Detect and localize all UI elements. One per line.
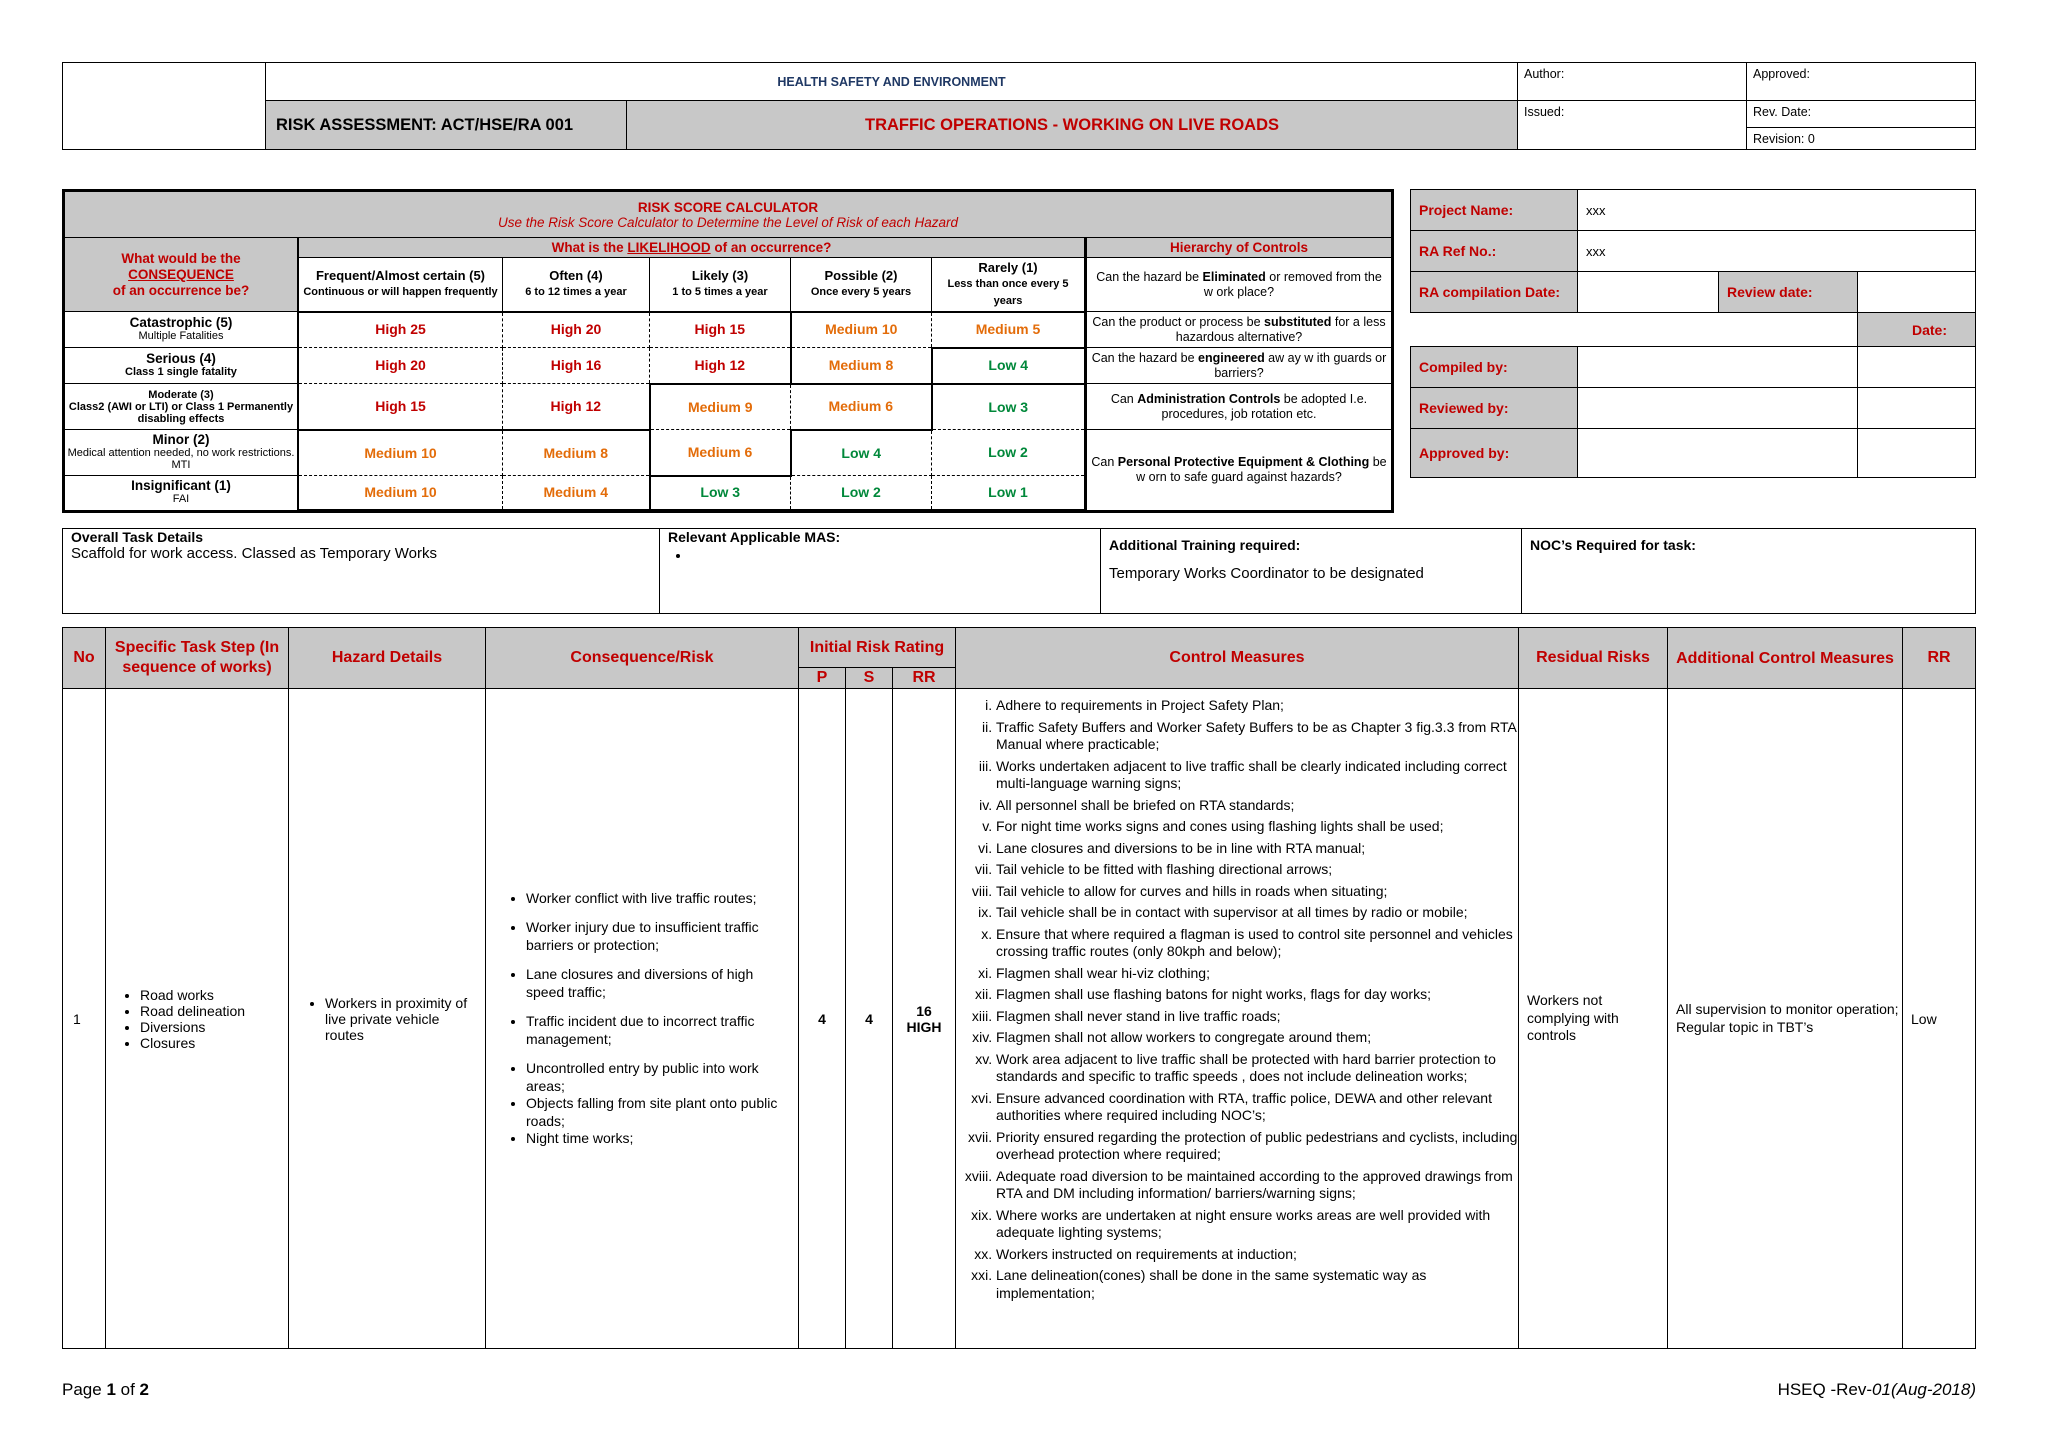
control-measure-item: iv. All personnel shall be briefed on RTA standards; bbox=[996, 797, 1518, 815]
page-of: of bbox=[115, 1380, 140, 1399]
hoc-ppe bbox=[1086, 430, 1392, 510]
risk-cell: High 12 bbox=[503, 384, 650, 430]
project-info-table bbox=[1410, 189, 1976, 478]
risk-cell: High 12 bbox=[650, 348, 791, 384]
task-step-item: • Road works bbox=[140, 987, 288, 1003]
risk-cell: Medium 6 bbox=[650, 430, 791, 476]
revision-prefix: HSEQ -Rev- bbox=[1777, 1380, 1873, 1399]
control-measure-item: xxi. Lane delineation(cones) shall be done in the same systematic way as implementation; bbox=[996, 1267, 1518, 1302]
overall-task-label: Overall Task Details bbox=[71, 529, 204, 545]
likelihood-label: Possible (2) bbox=[824, 268, 898, 284]
document-header bbox=[62, 62, 1976, 150]
risk-score-calculator bbox=[62, 189, 1394, 513]
hoc-text: or removed from the w ork place? bbox=[1203, 269, 1382, 299]
date-label: Date: bbox=[1858, 313, 1976, 347]
hoc-text: aw ay w ith guards or barriers? bbox=[1214, 350, 1387, 380]
revision-footer bbox=[1778, 1380, 1976, 1400]
col-hazard: Hazard Details bbox=[289, 628, 486, 689]
risk-cell: Medium 8 bbox=[791, 348, 932, 384]
severity-value: 4 bbox=[846, 689, 893, 1349]
training-label: Additional Training required: bbox=[1109, 537, 1301, 553]
logo-area bbox=[63, 63, 266, 150]
risk-cell: Medium 9 bbox=[650, 384, 791, 430]
consequence-q-line1: What would be the bbox=[121, 250, 241, 266]
residual-rr: Low bbox=[1903, 689, 1976, 1349]
consequence-row-header bbox=[65, 476, 299, 510]
risk-cell: High 15 bbox=[650, 312, 791, 348]
risk-cell: Medium 10 bbox=[791, 312, 932, 348]
likelihood-desc: Once every 5 years bbox=[810, 286, 912, 299]
mas-bullet bbox=[676, 547, 1092, 563]
risk-cell: Low 2 bbox=[932, 430, 1086, 476]
likelihood-desc: 1 to 5 times a year bbox=[672, 286, 768, 299]
task-step-item: • Road delineation bbox=[140, 1003, 288, 1019]
reviewed-by-label: Reviewed by: bbox=[1411, 388, 1578, 429]
hoc-engineer bbox=[1086, 348, 1392, 384]
consequence-item: • Objects falling from site plant onto public roads; bbox=[526, 1095, 792, 1130]
reviewed-by-value bbox=[1578, 388, 1858, 429]
hoc-text: for a less hazardous alternative? bbox=[1175, 314, 1386, 344]
consequence-label: Minor (2) bbox=[152, 432, 210, 448]
ra-compilation-label: RA compilation Date: bbox=[1411, 272, 1578, 313]
consequence-item: • Worker conflict with live traffic routes; bbox=[526, 890, 792, 908]
likelihood-label: Rarely (1) bbox=[978, 259, 1038, 275]
hoc-text: be w orn to safe guard against hazards? bbox=[1136, 454, 1387, 484]
control-measure-item: ix. Tail vehicle shall be in contact with supervisor at all times by radio or mobile; bbox=[996, 904, 1518, 922]
approved-date-value bbox=[1858, 429, 1976, 478]
task-details bbox=[62, 528, 1976, 614]
risk-cell: Low 4 bbox=[791, 430, 932, 476]
control-measures-list bbox=[956, 697, 1518, 1302]
risk-assessment-table bbox=[62, 627, 1976, 1349]
hoc-keyword: substituted bbox=[1264, 314, 1332, 329]
risk-cell: High 16 bbox=[503, 348, 650, 384]
row-no: 1 bbox=[63, 689, 106, 1349]
approved-field: Approved: bbox=[1747, 63, 1976, 101]
likelihood-label: Often (4) bbox=[549, 268, 603, 284]
likelihood-desc: 6 to 12 times a year bbox=[525, 286, 627, 299]
hoc-text: Can the hazard be bbox=[1096, 269, 1203, 284]
page-prefix: Page bbox=[62, 1380, 107, 1399]
col-s: S bbox=[846, 668, 893, 689]
hoc-eliminate bbox=[1086, 258, 1392, 312]
calculator-subtitle: Use the Risk Score Calculator to Determine the Level of Risk of each Hazard bbox=[498, 214, 958, 230]
consequence-question bbox=[65, 238, 299, 312]
task-steps-list bbox=[118, 987, 288, 1051]
risk-cell: Medium 10 bbox=[298, 430, 503, 476]
document-title: TRAFFIC OPERATIONS - WORKING ON LIVE ROADS bbox=[627, 101, 1518, 150]
risk-cell: Low 1 bbox=[932, 476, 1086, 510]
consequence-q-keyword: CONSEQUENCE bbox=[128, 266, 234, 282]
likelihood-header bbox=[503, 258, 650, 312]
compiled-date-value bbox=[1858, 347, 1976, 388]
hoc-keyword: engineered bbox=[1198, 350, 1265, 365]
training-text: Temporary Works Coordinator to be designated bbox=[1109, 565, 1424, 582]
mas-cell bbox=[660, 529, 1101, 614]
consequence-label: Catastrophic (5) bbox=[129, 315, 233, 331]
likelihood-question bbox=[298, 238, 1086, 258]
table-row bbox=[63, 689, 1976, 1349]
consequence-q-line3: of an occurrence be? bbox=[112, 282, 250, 298]
ra-ref-value: xxx bbox=[1578, 231, 1976, 272]
consequence-item: • Traffic incident due to incorrect traffic management; bbox=[526, 1013, 792, 1048]
noc-label: NOC’s Required for task: bbox=[1530, 537, 1696, 553]
hoc-text: Can the product or process be bbox=[1092, 314, 1265, 329]
risk-cell: High 20 bbox=[298, 348, 503, 384]
hoc-substitute bbox=[1086, 312, 1392, 348]
consequence-label: Moderate (3) bbox=[148, 388, 214, 401]
consequence-desc: Medical attention needed, no work restrictions. MTI bbox=[67, 447, 295, 472]
additional-controls-cell bbox=[1668, 689, 1903, 1349]
hoc-keyword: Eliminated bbox=[1202, 269, 1266, 284]
consequence-desc: Class2 (AWI or LTI) or Class 1 Permanently disabling effects bbox=[68, 400, 294, 425]
page-current: 1 bbox=[106, 1380, 116, 1399]
consequence-desc: Class 1 single fatality bbox=[125, 366, 237, 379]
likelihood-header bbox=[298, 258, 503, 312]
consequence-label: Serious (4) bbox=[146, 351, 216, 367]
risk-cell: High 20 bbox=[503, 312, 650, 348]
calculator-title: RISK SCORE CALCULATOR bbox=[637, 199, 819, 215]
consequence-row-header bbox=[65, 312, 299, 348]
col-residual: Residual Risks bbox=[1519, 628, 1668, 689]
hoc-keyword: Personal Protective Equipment & Clothing bbox=[1117, 454, 1370, 469]
risk-cell: Low 3 bbox=[932, 384, 1086, 430]
likelihood-desc: Less than once every 5 years bbox=[947, 277, 1069, 307]
noc-cell bbox=[1522, 529, 1976, 614]
control-measure-item: xiv. Flagmen shall not allow workers to congregate around them; bbox=[996, 1029, 1518, 1047]
probability-value: 4 bbox=[799, 689, 846, 1349]
risk-cell: High 25 bbox=[298, 312, 503, 348]
control-measure-item: viii. Tail vehicle to allow for curves and hills in roads when situating; bbox=[996, 883, 1518, 901]
consequence-item: • Uncontrolled entry by public into work areas; bbox=[526, 1060, 792, 1095]
review-date-value bbox=[1858, 272, 1976, 313]
risk-cell: Medium 6 bbox=[791, 384, 932, 430]
consequences-cell bbox=[486, 689, 799, 1349]
consequence-item: • Worker injury due to insufficient traffic barriers or protection; bbox=[526, 919, 792, 954]
calculator-title-cell bbox=[65, 192, 1392, 238]
risk-cell: Medium 4 bbox=[503, 476, 650, 510]
control-measure-item: xii. Flagmen shall use flashing batons for night works, flags for day works; bbox=[996, 986, 1518, 1004]
task-steps-cell bbox=[106, 689, 289, 1349]
revision-field: Revision: 0 bbox=[1747, 127, 1976, 149]
consequence-item: • Night time works; bbox=[526, 1130, 792, 1148]
hoc-text: Can the hazard be bbox=[1091, 350, 1199, 365]
review-date-label: Review date: bbox=[1719, 272, 1858, 313]
author-field: Author: bbox=[1518, 63, 1747, 101]
approved-by-value bbox=[1578, 429, 1858, 478]
hoc-text: be adopted I.e. procedures, job rotation etc. bbox=[1161, 391, 1368, 421]
project-name-value: xxx bbox=[1578, 190, 1976, 231]
ra-ref-label: RA Ref No.: bbox=[1411, 231, 1578, 272]
likelihood-header bbox=[650, 258, 791, 312]
consequence-row-header bbox=[65, 430, 299, 476]
col-consequence: Consequence/Risk bbox=[486, 628, 799, 689]
control-measures-cell bbox=[956, 689, 1519, 1349]
hazard-item: • Workers in proximity of live private vehicle routes bbox=[325, 995, 477, 1043]
hoc-text: Can bbox=[1091, 454, 1118, 469]
risk-cell: Low 3 bbox=[650, 476, 791, 510]
control-measure-item: xiii. Flagmen shall never stand in live traffic roads; bbox=[996, 1008, 1518, 1026]
spacer-cell bbox=[1411, 313, 1858, 347]
col-no: No bbox=[63, 628, 106, 689]
control-measure-item: xi. Flagmen shall wear hi-viz clothing; bbox=[996, 965, 1518, 983]
consequence-item: • Lane closures and diversions of high speed traffic; bbox=[526, 966, 792, 1001]
overall-task-cell bbox=[63, 529, 660, 614]
risk-cell: Medium 10 bbox=[298, 476, 503, 510]
control-measure-item: vii. Tail vehicle to be fitted with flashing directional arrows; bbox=[996, 861, 1518, 879]
initial-rr-level: HIGH bbox=[906, 1018, 942, 1035]
control-measure-item: ii. Traffic Safety Buffers and Worker Safety Buffers to be as Chapter 3 fig.3.3 from RTA Manual where practicable; bbox=[996, 719, 1518, 754]
revision-date: 01(Aug-2018) bbox=[1872, 1380, 1976, 1399]
risk-cell: High 15 bbox=[298, 384, 503, 430]
mas-list bbox=[668, 547, 1092, 563]
task-step-item: • Closures bbox=[140, 1035, 288, 1051]
likelihood-q-post: of an occurrence? bbox=[710, 240, 832, 256]
control-measure-item: i. Adhere to requirements in Project Safety Plan; bbox=[996, 697, 1518, 715]
additional-control-2: Regular topic in TBT’s bbox=[1676, 1018, 1814, 1035]
likelihood-header bbox=[932, 258, 1086, 312]
risk-cell: Low 2 bbox=[791, 476, 932, 510]
risk-cell: Medium 8 bbox=[503, 430, 650, 476]
task-step-item: • Diversions bbox=[140, 1019, 288, 1035]
col-initial-rating: Initial Risk Rating bbox=[799, 628, 956, 668]
control-measure-item: v. For night time works signs and cones using flashing lights shall be used; bbox=[996, 818, 1518, 836]
control-measure-item: xvi. Ensure advanced coordination with RTA, traffic police, DEWA and other relevant authorities where required including NOC’s; bbox=[996, 1090, 1518, 1125]
project-name-label: Project Name: bbox=[1411, 190, 1578, 231]
consequence-desc: Multiple Fatalities bbox=[138, 330, 224, 343]
hoc-keyword: Administration Controls bbox=[1137, 391, 1281, 406]
likelihood-header bbox=[791, 258, 932, 312]
control-measure-item: xvii. Priority ensured regarding the protection of public pedestrians and cyclists, including overhead protection where required; bbox=[996, 1129, 1518, 1164]
control-measure-item: vi. Lane closures and diversions to be in line with RTA manual; bbox=[996, 840, 1518, 858]
risk-cell: Low 4 bbox=[932, 348, 1086, 384]
col-p: P bbox=[799, 668, 846, 689]
col-rr2: RR bbox=[1903, 628, 1976, 689]
consequences-list bbox=[504, 890, 792, 1148]
risk-cell: Medium 5 bbox=[932, 312, 1086, 348]
hazards-cell bbox=[289, 689, 486, 1349]
hoc-text: Can bbox=[1110, 391, 1138, 406]
control-measure-item: xviii. Adequate road diversion to be maintained according to the approved drawings from RTA and DM including information/ barriers/warning signs; bbox=[996, 1168, 1518, 1203]
consequence-desc: FAI bbox=[172, 493, 190, 506]
issued-field: Issued: bbox=[1518, 101, 1747, 150]
approved-by-label: Approved by: bbox=[1411, 429, 1578, 478]
initial-rr-score: 16 bbox=[916, 1002, 932, 1019]
col-additional: Additional Control Measures bbox=[1668, 628, 1903, 689]
ra-compilation-value bbox=[1578, 272, 1719, 313]
hoc-administration bbox=[1086, 384, 1392, 430]
consequence-row-header bbox=[65, 348, 299, 384]
hoc-title: Hierarchy of Controls bbox=[1086, 238, 1392, 258]
additional-control-1: All supervision to monitor operation; bbox=[1676, 1001, 1899, 1017]
col-task-step: Specific Task Step (In sequence of works) bbox=[106, 628, 289, 689]
ra-number: RISK ASSESSMENT: ACT/HSE/RA 001 bbox=[266, 101, 627, 150]
control-measure-item: xx. Workers instructed on requirements at induction; bbox=[996, 1246, 1518, 1264]
likelihood-label: Likely (3) bbox=[691, 268, 749, 284]
page-total: 2 bbox=[139, 1380, 149, 1399]
col-control: Control Measures bbox=[956, 628, 1519, 689]
col-rr: RR bbox=[893, 668, 956, 689]
org-title: HEALTH SAFETY AND ENVIRONMENT bbox=[266, 63, 1518, 101]
overall-task-text: Scaffold for work access. Classed as Temporary Works bbox=[71, 545, 437, 562]
hazards-list bbox=[303, 995, 477, 1043]
rev-date-field: Rev. Date: bbox=[1747, 101, 1976, 127]
control-measure-item: iii. Works undertaken adjacent to live traffic shall be clearly indicated including correct multi-language warning signs; bbox=[996, 758, 1518, 793]
control-measure-item: xv. Work area adjacent to live traffic shall be protected with hard barrier protection to standards and specific to traffic speeds , does not include delineation works; bbox=[996, 1051, 1518, 1086]
consequence-label: Insignificant (1) bbox=[131, 478, 231, 494]
page-number bbox=[62, 1380, 149, 1400]
likelihood-label: Frequent/Almost certain (5) bbox=[315, 268, 486, 284]
residual-risks: Workers not complying with controls bbox=[1519, 689, 1668, 1349]
likelihood-q-pre: What is the bbox=[551, 240, 628, 256]
control-measure-item: xix. Where works are undertaken at night ensure works areas are well provided with adequate lighting systems; bbox=[996, 1207, 1518, 1242]
compiled-by-label: Compiled by: bbox=[1411, 347, 1578, 388]
control-measure-item: x. Ensure that where required a flagman is used to control site personnel and vehicles crossing traffic routes (only 80kph and below); bbox=[996, 926, 1518, 961]
consequence-row-header bbox=[65, 384, 299, 430]
training-cell bbox=[1101, 529, 1522, 614]
reviewed-date-value bbox=[1858, 388, 1976, 429]
likelihood-desc: Continuous or will happen frequently bbox=[303, 286, 498, 299]
initial-rr-cell bbox=[893, 689, 956, 1349]
likelihood-q-keyword: LIKELIHOOD bbox=[627, 240, 711, 256]
mas-label: Relevant Applicable MAS: bbox=[668, 529, 841, 545]
compiled-by-value bbox=[1578, 347, 1858, 388]
